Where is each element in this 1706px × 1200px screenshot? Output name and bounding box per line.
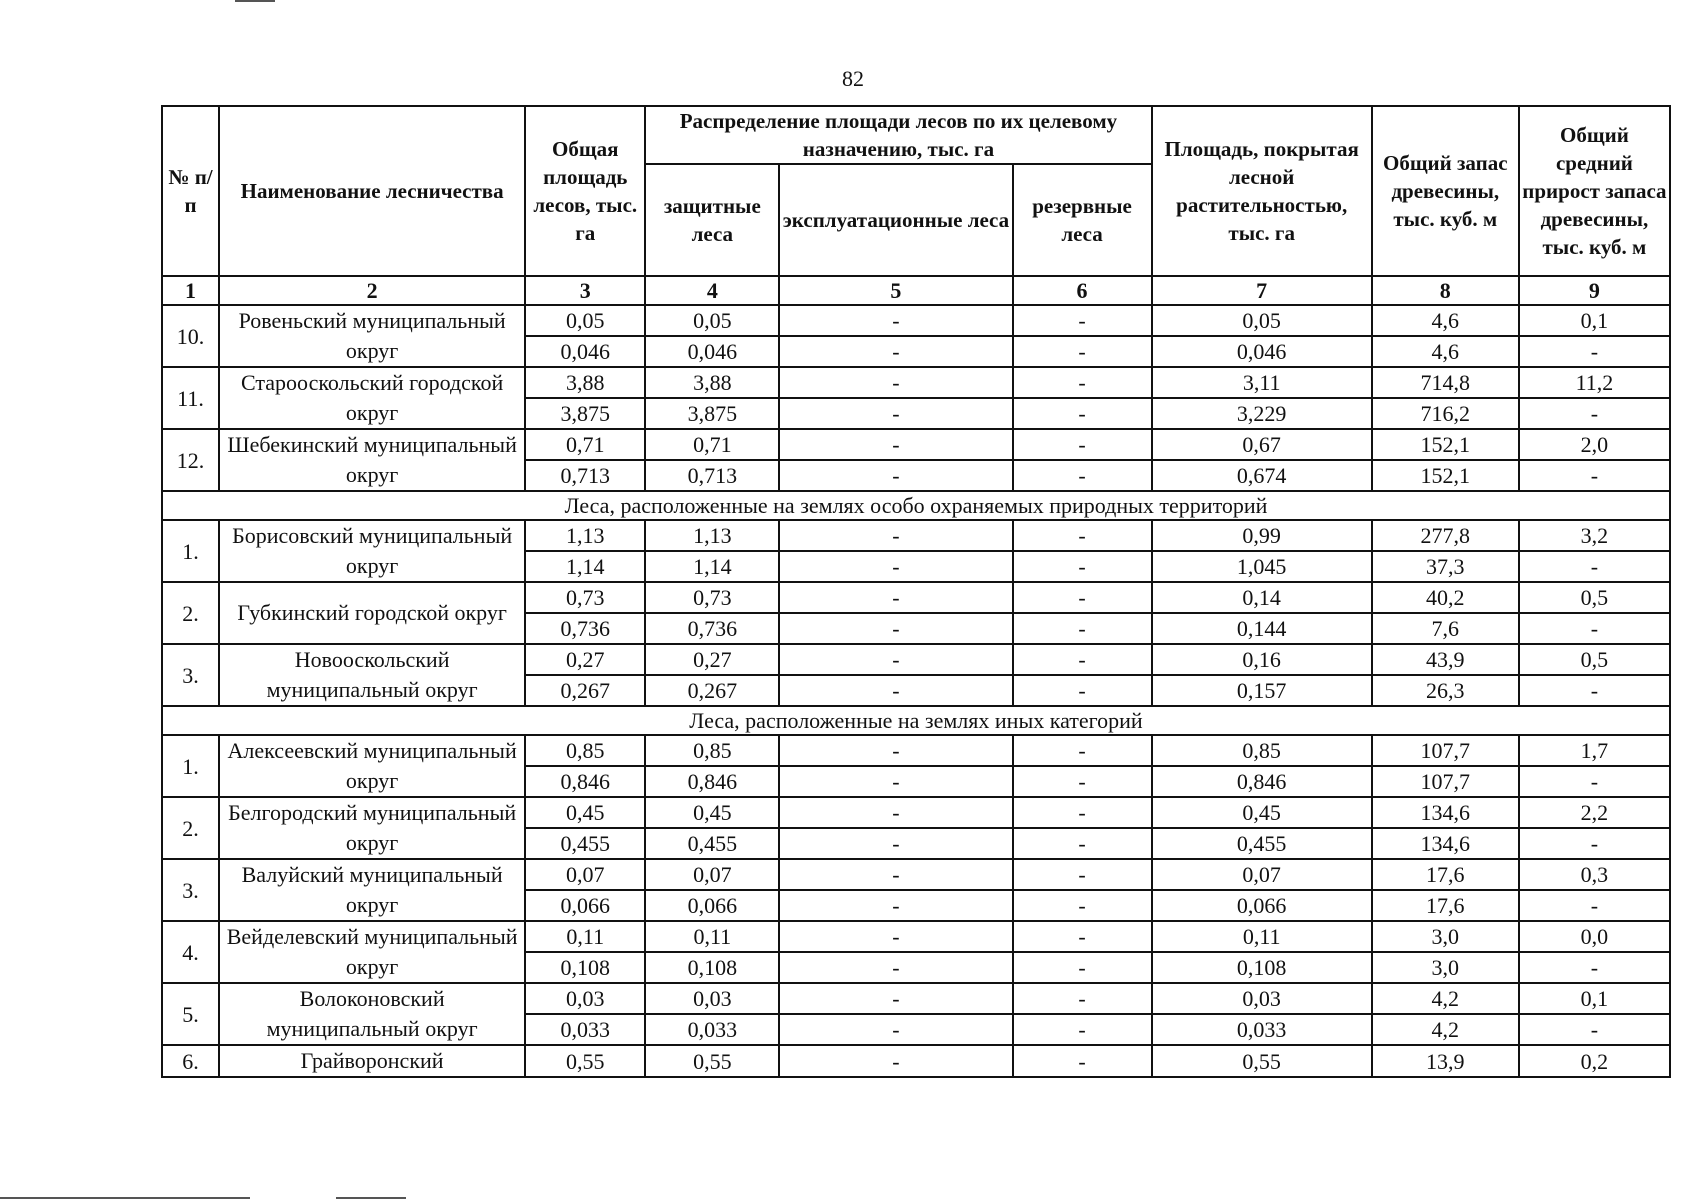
table-row xyxy=(162,735,1670,766)
table-row xyxy=(162,644,1670,675)
table-cell: 17,6 xyxy=(1372,859,1519,890)
table-cell: 0,45 xyxy=(645,797,779,828)
table-cell: 0,033 xyxy=(525,1014,645,1045)
section-row xyxy=(162,491,1670,520)
table-cell: 0,05 xyxy=(1152,305,1372,336)
table-cell: 3,88 xyxy=(525,367,645,398)
header-name: Наименование лесничества xyxy=(219,106,525,276)
forestry-name: Шебекинский муниципальный округ xyxy=(219,429,525,491)
table-cell: 3,0 xyxy=(1372,952,1519,983)
row-number: 6. xyxy=(162,1045,219,1077)
forestry-name: Борисовский муниципальный округ xyxy=(219,520,525,582)
row-number: 3. xyxy=(162,644,219,706)
table-cell: - xyxy=(779,1045,1012,1077)
table-cell: 0,267 xyxy=(525,675,645,706)
forestry-name: Волоконовский муниципальный округ xyxy=(219,983,525,1045)
column-number: 1 xyxy=(162,276,219,305)
table-row xyxy=(162,429,1670,460)
table-cell: 0,16 xyxy=(1152,644,1372,675)
table-cell: 0,73 xyxy=(525,582,645,613)
table-cell: 0,07 xyxy=(645,859,779,890)
table-cell: - xyxy=(779,398,1012,429)
table-cell: 26,3 xyxy=(1372,675,1519,706)
table-cell: 134,6 xyxy=(1372,797,1519,828)
table-cell: - xyxy=(779,429,1012,460)
table-cell: 716,2 xyxy=(1372,398,1519,429)
table-cell: 4,2 xyxy=(1372,983,1519,1014)
table-cell: 0,033 xyxy=(645,1014,779,1045)
table-cell: 0,45 xyxy=(525,797,645,828)
table-row xyxy=(162,797,1670,828)
table-cell: - xyxy=(1013,460,1152,491)
page-number: 82 xyxy=(842,66,864,91)
table-cell: 3,875 xyxy=(645,398,779,429)
table-cell: 0,0 xyxy=(1519,921,1670,952)
table-cell: 13,9 xyxy=(1372,1045,1519,1077)
table-cell: 0,046 xyxy=(525,336,645,367)
table-cell: 3,229 xyxy=(1152,398,1372,429)
header-covered-area: Площадь, покрытая лесной растительностью, тыс. га xyxy=(1152,106,1372,276)
table-cell: 3,875 xyxy=(525,398,645,429)
table-row xyxy=(162,582,1670,613)
table-cell: 0,14 xyxy=(1152,582,1372,613)
table-cell: 0,2 xyxy=(1519,1045,1670,1077)
forestry-name: Ровеньский муниципальный округ xyxy=(219,305,525,367)
table-cell: 0,03 xyxy=(1152,983,1372,1014)
table-cell: 1,14 xyxy=(525,551,645,582)
table-cell: 0,144 xyxy=(1152,613,1372,644)
table-row xyxy=(162,367,1670,398)
table-cell: - xyxy=(779,551,1012,582)
table-cell: 0,55 xyxy=(525,1045,645,1077)
table-row xyxy=(162,921,1670,952)
table-cell: - xyxy=(779,675,1012,706)
scan-edge-bottom-mid xyxy=(336,1197,406,1199)
table-cell: - xyxy=(1013,983,1152,1014)
table-cell: 0,267 xyxy=(645,675,779,706)
header-reserve: резервные леса xyxy=(1013,164,1152,276)
table-row xyxy=(162,983,1670,1014)
table-row xyxy=(162,520,1670,551)
table-cell: 0,05 xyxy=(525,305,645,336)
table-cell: - xyxy=(779,1014,1012,1045)
table-cell: 0,99 xyxy=(1152,520,1372,551)
row-number: 5. xyxy=(162,983,219,1045)
table-cell: 37,3 xyxy=(1372,551,1519,582)
table-cell: 0,55 xyxy=(1152,1045,1372,1077)
table-cell: 0,846 xyxy=(525,766,645,797)
table-cell: 0,85 xyxy=(1152,735,1372,766)
table-cell: - xyxy=(779,859,1012,890)
table-cell: 0,07 xyxy=(525,859,645,890)
table-cell: - xyxy=(779,735,1012,766)
table-cell: - xyxy=(1013,398,1152,429)
table-cell: - xyxy=(1013,1014,1152,1045)
row-number: 2. xyxy=(162,797,219,859)
table-cell: 3,11 xyxy=(1152,367,1372,398)
header-protective: защитные леса xyxy=(645,164,779,276)
table-cell: - xyxy=(1013,644,1152,675)
row-number: 11. xyxy=(162,367,219,429)
table-cell: - xyxy=(1013,952,1152,983)
forestry-name: Валуйский муниципальный округ xyxy=(219,859,525,921)
table-cell: - xyxy=(779,644,1012,675)
table-cell: 0,05 xyxy=(645,305,779,336)
table-row xyxy=(162,305,1670,336)
forestry-name: Губкинский городской округ xyxy=(219,582,525,644)
table-cell: 0,046 xyxy=(645,336,779,367)
header-total-stock: Общий запас древесины, тыс. куб. м xyxy=(1372,106,1519,276)
table-cell: 0,157 xyxy=(1152,675,1372,706)
scan-edge-top xyxy=(235,0,275,2)
table-cell: - xyxy=(1519,613,1670,644)
table-cell: 0,73 xyxy=(645,582,779,613)
table-cell: - xyxy=(1013,859,1152,890)
table-cell: - xyxy=(1519,551,1670,582)
table-cell: 0,108 xyxy=(525,952,645,983)
table-cell: 4,6 xyxy=(1372,336,1519,367)
section-title: Леса, расположенные на землях особо охраняемых природных территорий xyxy=(162,491,1670,520)
table-cell: 3,2 xyxy=(1519,520,1670,551)
row-number: 10. xyxy=(162,305,219,367)
table-cell: 1,7 xyxy=(1519,735,1670,766)
table-cell: 0,27 xyxy=(645,644,779,675)
table-cell: 0,1 xyxy=(1519,305,1670,336)
table-cell: 43,9 xyxy=(1372,644,1519,675)
row-number: 3. xyxy=(162,859,219,921)
row-number: 1. xyxy=(162,735,219,797)
table-cell: 0,066 xyxy=(645,890,779,921)
table-cell: - xyxy=(779,797,1012,828)
table-cell: - xyxy=(1013,582,1152,613)
table-cell: - xyxy=(779,336,1012,367)
column-number: 2 xyxy=(219,276,525,305)
table-cell: - xyxy=(1519,398,1670,429)
table-cell: 0,85 xyxy=(525,735,645,766)
table-cell: - xyxy=(1013,675,1152,706)
table-cell: - xyxy=(779,766,1012,797)
table-cell: 107,7 xyxy=(1372,735,1519,766)
table-cell: - xyxy=(1013,797,1152,828)
table-cell: 152,1 xyxy=(1372,460,1519,491)
header-distribution: Распределение площади лесов по их целевому назначению, тыс. га xyxy=(645,106,1151,164)
column-number: 6 xyxy=(1013,276,1152,305)
table-cell: - xyxy=(779,952,1012,983)
table-cell: 0,046 xyxy=(1152,336,1372,367)
table-cell: - xyxy=(1013,520,1152,551)
table-cell: 0,846 xyxy=(645,766,779,797)
table-cell: 0,03 xyxy=(645,983,779,1014)
table-body xyxy=(162,305,1670,1077)
row-number: 2. xyxy=(162,582,219,644)
table-cell: 1,13 xyxy=(645,520,779,551)
table-cell: 0,11 xyxy=(1152,921,1372,952)
column-number: 8 xyxy=(1372,276,1519,305)
table-cell: 107,7 xyxy=(1372,766,1519,797)
table-cell: - xyxy=(1519,952,1670,983)
table-row xyxy=(162,859,1670,890)
table-cell: 1,14 xyxy=(645,551,779,582)
table-cell: 0,736 xyxy=(525,613,645,644)
table-cell: - xyxy=(779,828,1012,859)
table-cell: 0,85 xyxy=(645,735,779,766)
table-cell: - xyxy=(779,367,1012,398)
table-cell: - xyxy=(779,582,1012,613)
column-number: 4 xyxy=(645,276,779,305)
table-cell: 7,6 xyxy=(1372,613,1519,644)
table-cell: 0,5 xyxy=(1519,644,1670,675)
table-cell: - xyxy=(1519,828,1670,859)
table-cell: 1,045 xyxy=(1152,551,1372,582)
table-cell: 0,736 xyxy=(645,613,779,644)
forest-table xyxy=(161,105,1671,1078)
forestry-name: Белгородский муниципальный округ xyxy=(219,797,525,859)
table-cell: - xyxy=(1013,336,1152,367)
table-cell: - xyxy=(1013,429,1152,460)
table-cell: 277,8 xyxy=(1372,520,1519,551)
table-row xyxy=(162,1045,1670,1077)
table-cell: 0,033 xyxy=(1152,1014,1372,1045)
table-cell: - xyxy=(1519,1014,1670,1045)
table-cell: - xyxy=(1013,921,1152,952)
table-cell: - xyxy=(779,921,1012,952)
table-cell: 11,2 xyxy=(1519,367,1670,398)
table-cell: - xyxy=(1013,367,1152,398)
table-cell: 2,2 xyxy=(1519,797,1670,828)
table-cell: 0,07 xyxy=(1152,859,1372,890)
table-cell: 0,67 xyxy=(1152,429,1372,460)
table-cell: 2,0 xyxy=(1519,429,1670,460)
table-cell: 0,455 xyxy=(525,828,645,859)
table-cell: - xyxy=(1519,890,1670,921)
table-cell: - xyxy=(779,890,1012,921)
table-cell: 0,455 xyxy=(1152,828,1372,859)
table-cell: 1,13 xyxy=(525,520,645,551)
table-cell: - xyxy=(1519,766,1670,797)
table-cell: - xyxy=(1013,735,1152,766)
table-cell: 0,27 xyxy=(525,644,645,675)
column-number: 7 xyxy=(1152,276,1372,305)
table-cell: 40,2 xyxy=(1372,582,1519,613)
header-avg-growth: Общий средний прирост запаса древесины, тыс. куб. м xyxy=(1519,106,1670,276)
column-number-row xyxy=(162,276,1670,305)
table-cell: 0,03 xyxy=(525,983,645,1014)
table-cell: 0,11 xyxy=(645,921,779,952)
table-cell: 0,066 xyxy=(525,890,645,921)
table-cell: - xyxy=(779,983,1012,1014)
table-cell: - xyxy=(779,305,1012,336)
section-title: Леса, расположенные на землях иных категорий xyxy=(162,706,1670,735)
scan-edge-bottom-left xyxy=(0,1197,250,1199)
forestry-name: Вейделевский муниципальный округ xyxy=(219,921,525,983)
table-cell: - xyxy=(1013,613,1152,644)
table-cell: 0,71 xyxy=(525,429,645,460)
table-cell: - xyxy=(1519,675,1670,706)
row-number: 12. xyxy=(162,429,219,491)
table-cell: 0,55 xyxy=(645,1045,779,1077)
header-total-area: Общая площадь лесов, тыс. га xyxy=(525,106,645,276)
header-exploitation: эксплуатационные леса xyxy=(779,164,1012,276)
table-cell: 0,5 xyxy=(1519,582,1670,613)
table-cell: - xyxy=(1519,460,1670,491)
table-cell: 0,455 xyxy=(645,828,779,859)
table-cell: 0,108 xyxy=(645,952,779,983)
table-cell: - xyxy=(779,460,1012,491)
column-number: 9 xyxy=(1519,276,1670,305)
forestry-name: Старооскольский городской округ xyxy=(219,367,525,429)
table-cell: 0,11 xyxy=(525,921,645,952)
table-cell: 714,8 xyxy=(1372,367,1519,398)
table-cell: 0,846 xyxy=(1152,766,1372,797)
table-cell: 0,108 xyxy=(1152,952,1372,983)
table-cell: 0,674 xyxy=(1152,460,1372,491)
table-cell: - xyxy=(779,613,1012,644)
table-cell: 3,88 xyxy=(645,367,779,398)
table-cell: 0,45 xyxy=(1152,797,1372,828)
table-cell: - xyxy=(1013,1045,1152,1077)
header-num: № п/п xyxy=(162,106,219,276)
forestry-name: Новооскольский муниципальный округ xyxy=(219,644,525,706)
table-cell: - xyxy=(1013,890,1152,921)
row-number: 1. xyxy=(162,520,219,582)
table-cell: 0,1 xyxy=(1519,983,1670,1014)
table-cell: 0,066 xyxy=(1152,890,1372,921)
table-cell: - xyxy=(779,520,1012,551)
column-number: 5 xyxy=(779,276,1012,305)
table-cell: 134,6 xyxy=(1372,828,1519,859)
table-cell: 3,0 xyxy=(1372,921,1519,952)
column-number: 3 xyxy=(525,276,645,305)
table-cell: 17,6 xyxy=(1372,890,1519,921)
section-row xyxy=(162,706,1670,735)
table-cell: - xyxy=(1013,305,1152,336)
forestry-name: Алексеевский муниципальный округ xyxy=(219,735,525,797)
table-cell: 0,3 xyxy=(1519,859,1670,890)
table-cell: 0,713 xyxy=(645,460,779,491)
table-cell: - xyxy=(1013,551,1152,582)
table-cell: 0,71 xyxy=(645,429,779,460)
row-number: 4. xyxy=(162,921,219,983)
table-cell: - xyxy=(1013,828,1152,859)
table-cell: 4,6 xyxy=(1372,305,1519,336)
table-cell: 152,1 xyxy=(1372,429,1519,460)
table-cell: - xyxy=(1013,766,1152,797)
table-cell: 4,2 xyxy=(1372,1014,1519,1045)
table-cell: 0,713 xyxy=(525,460,645,491)
forestry-name: Грайворонский xyxy=(219,1045,525,1077)
table-cell: - xyxy=(1519,336,1670,367)
